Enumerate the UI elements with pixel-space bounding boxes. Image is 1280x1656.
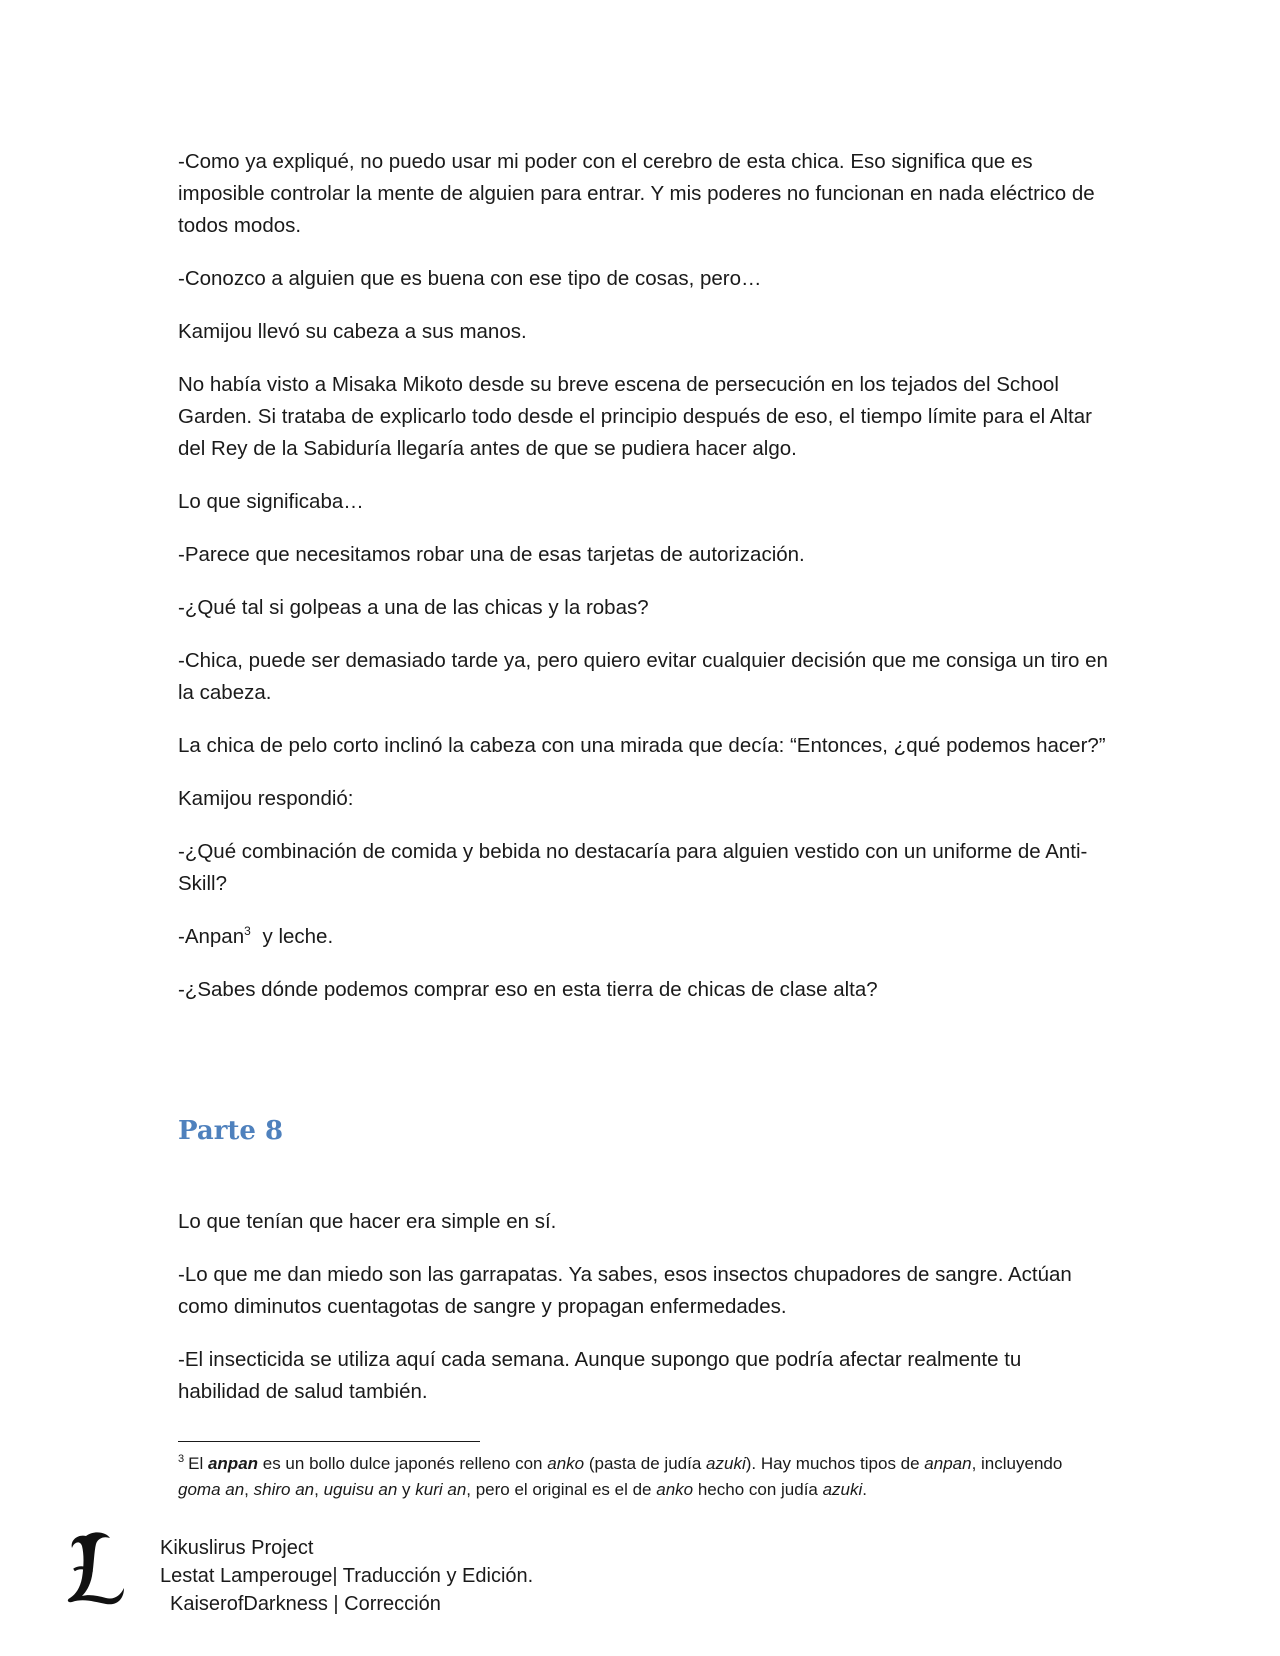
anpan-text: -Anpan bbox=[178, 925, 245, 948]
footnote-text: es un bollo dulce japonés relleno con bbox=[258, 1454, 548, 1473]
footnote-term: uguisu an bbox=[323, 1480, 398, 1499]
footnote-text: hecho con judía bbox=[693, 1480, 823, 1499]
footnote-text: , incluyendo bbox=[971, 1454, 1063, 1473]
body-text-bottom bbox=[178, 1206, 1108, 1429]
section-heading: Parte 8 bbox=[178, 1116, 284, 1146]
paragraph: Kamijou respondió: bbox=[178, 787, 354, 810]
footnote-text: ). Hay muchos tipos de bbox=[745, 1454, 925, 1473]
footnote-term: anko bbox=[656, 1480, 694, 1499]
credits-proofreader: KaiserofDarkness | Corrección bbox=[170, 1593, 441, 1615]
footnote-divider bbox=[178, 1441, 480, 1442]
credits-translator: Lestat Lamperouge| Traducción y Edición. bbox=[160, 1565, 534, 1587]
anpan-text-after: y leche. bbox=[262, 925, 334, 948]
footnote-term: anko bbox=[547, 1454, 585, 1473]
footnote-term: anpan bbox=[924, 1454, 972, 1473]
paragraph: -¿Qué combinación de comida y bebida no destacaría para alguien vestido con un uniforme de Anti-Skill? bbox=[178, 840, 1088, 895]
paragraph-anpan bbox=[178, 921, 1108, 953]
footnote-text: , pero el original es el de bbox=[466, 1480, 657, 1499]
footnote-term: shiro an bbox=[253, 1480, 315, 1499]
footnote-term: kuri an bbox=[415, 1480, 467, 1499]
body-text-top bbox=[178, 146, 1108, 1027]
footnote-number: 3 bbox=[178, 1453, 185, 1466]
footnote-term: azuki bbox=[822, 1480, 863, 1499]
footnote-reference[interactable]: 3 bbox=[244, 924, 251, 939]
paragraph: -Conozco a alguien que es buena con ese tipo de cosas, pero… bbox=[178, 267, 762, 290]
paragraph: -El insecticida se utiliza aquí cada semana. Aunque supongo que podría afectar realmente tu habilidad de salud también. bbox=[178, 1348, 1022, 1403]
credits bbox=[160, 1534, 533, 1618]
paragraph: No había visto a Misaka Mikoto desde su breve escena de persecución en los tejados del School Garden. Si trataba de explicarlo todo desde el principio después de eso, el tiempo límite para el Altar del Rey de la Sabiduría llegaría antes de que se pudiera hacer algo. bbox=[178, 373, 1092, 460]
paragraph: -Chica, puede ser demasiado tarde ya, pero quiero evitar cualquier decisión que me consiga un tiro en la cabeza. bbox=[178, 649, 1108, 704]
footnote bbox=[178, 1451, 1108, 1503]
credits-project: Kikuslirus Project bbox=[160, 1537, 314, 1559]
paragraph: Lo que significaba… bbox=[178, 490, 364, 513]
paragraph: Kamijou llevó su cabeza a sus manos. bbox=[178, 320, 527, 343]
footnote-term: goma an bbox=[178, 1480, 245, 1499]
footnote-text: . bbox=[862, 1480, 868, 1499]
paragraph: La chica de pelo corto inclinó la cabeza con una mirada que decía: “Entonces, ¿qué podemos hacer?” bbox=[178, 734, 1106, 757]
paragraph: -Como ya expliqué, no puedo usar mi poder con el cerebro de esta chica. Eso significa que es imposible controlar la mente de alguien para entrar. Y mis poderes no funcionan en nada eléctrico de todos modos. bbox=[178, 150, 1095, 237]
footnote-text: El bbox=[188, 1454, 208, 1473]
paragraph: -¿Qué tal si golpeas a una de las chicas y la robas? bbox=[178, 596, 649, 619]
footnote-text: (pasta de judía bbox=[584, 1454, 707, 1473]
footnote-text: , bbox=[244, 1480, 254, 1499]
footnote-term: azuki bbox=[706, 1454, 746, 1473]
paragraph: -Lo que me dan miedo son las garrapatas. Ya sabes, esos insectos chupadores de sangre. Actúan como diminutos cuentagotas de sangre y propagan enfermedades. bbox=[178, 1263, 1072, 1318]
paragraph: Lo que tenían que hacer era simple en sí. bbox=[178, 1210, 557, 1233]
footnote-text: , bbox=[314, 1480, 324, 1499]
footnote-term: anpan bbox=[207, 1454, 259, 1473]
paragraph: -¿Sabes dónde podemos comprar eso en esta tierra de chicas de clase alta? bbox=[178, 978, 878, 1001]
footnote-text: y bbox=[397, 1480, 416, 1499]
l-logo-icon bbox=[64, 1530, 128, 1606]
paragraph: -Parece que necesitamos robar una de esas tarjetas de autorización. bbox=[178, 543, 805, 566]
